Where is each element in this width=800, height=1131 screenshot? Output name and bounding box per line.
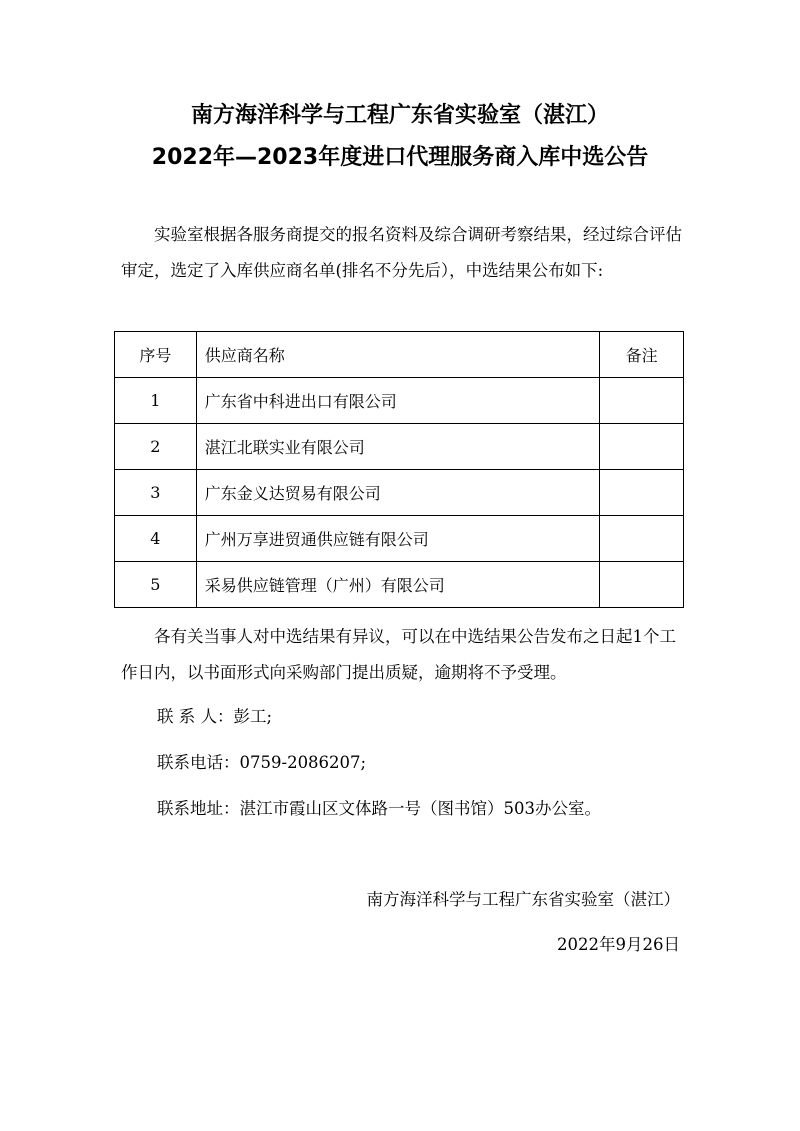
supplier-name: 广东金义达贸易有限公司	[196, 470, 600, 516]
remarks-cell	[600, 424, 684, 470]
column-header-supplier-name: 供应商名称	[196, 332, 600, 378]
supplier-name: 湛江北联实业有限公司	[196, 424, 600, 470]
table-header-row	[115, 332, 684, 378]
remarks-cell	[600, 470, 684, 516]
row-number: 5	[115, 562, 197, 608]
table-row	[115, 516, 684, 562]
row-number: 2	[115, 424, 197, 470]
column-header-number: 序号	[115, 332, 197, 378]
supplier-name: 广州万享进贸通供应链有限公司	[196, 516, 600, 562]
notice-title-line-1: 南方海洋科学与工程广东省实验室（湛江）	[190, 103, 609, 128]
remarks-cell	[600, 378, 684, 424]
table-row	[115, 562, 684, 608]
contact-person: 联 系 人：彭工;	[157, 707, 273, 726]
table-row	[115, 378, 684, 424]
table-row	[115, 470, 684, 516]
row-number: 1	[115, 378, 197, 424]
signature-date: 2022年9月26日	[557, 935, 680, 954]
notice-title-line-2: 2022年—2023年度进口代理服务商入库中选公告	[151, 145, 649, 170]
row-number: 4	[115, 516, 197, 562]
remarks-cell	[600, 562, 684, 608]
column-header-remarks: 备注	[600, 332, 684, 378]
contact-address: 联系地址：湛江市霞山区文体路一号（图书馆）503办公室。	[157, 799, 601, 818]
remarks-cell	[600, 516, 684, 562]
intro-paragraph: 实验室根据各服务商提交的报名资料及综合调研考察结果，经过综合评估审定，选定了入库供应商名单(排名不分先后），中选结果公布如下:	[121, 225, 682, 280]
row-number: 3	[115, 470, 197, 516]
contact-phone: 联系电话：0759-2086207;	[157, 753, 367, 772]
supplier-table	[114, 331, 684, 608]
objection-paragraph: 各有关当事人对中选结果有异议，可以在中选结果公告发布之日起1个工作日内，以书面形式向采购部门提出质疑，逾期将不予受理。	[121, 627, 676, 682]
signature-organization: 南方海洋科学与工程广东省实验室（湛江）	[366, 890, 680, 909]
supplier-name: 采易供应链管理（广州）有限公司	[196, 562, 600, 608]
supplier-name: 广东省中科进出口有限公司	[196, 378, 600, 424]
table-row	[115, 424, 684, 470]
